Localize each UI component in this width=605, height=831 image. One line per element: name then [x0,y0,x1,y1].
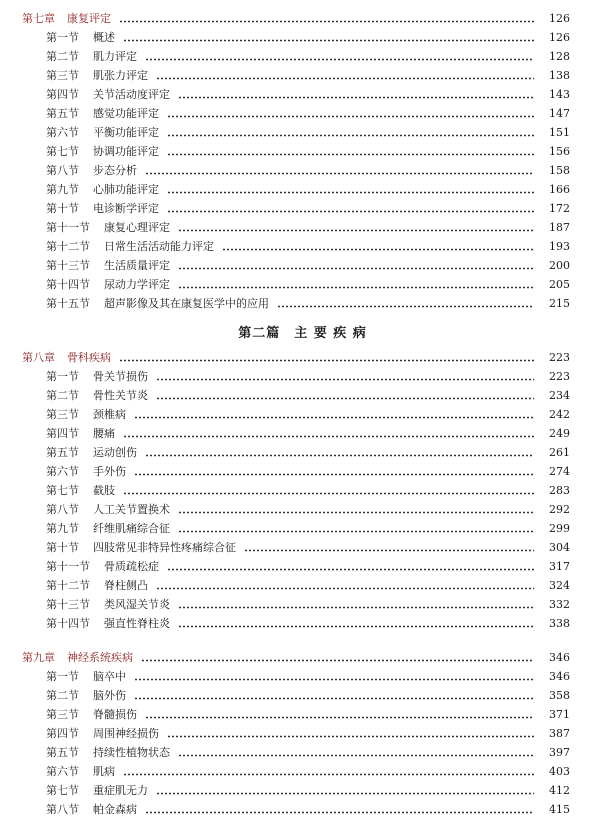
toc-section-entry-title: 尿动力学评定 [104,278,170,291]
toc-section-entry-title: 关节活动度评定 [93,88,170,101]
toc-section-entry-page-number: 415 [549,803,570,816]
toc-section-entry-number: 第八节 [46,803,79,816]
toc-section-entry[interactable] [46,668,570,686]
toc-section-entry[interactable] [46,295,570,313]
toc-section-entry-number: 第七节 [46,145,79,158]
toc-section-entry-title: 肌力评定 [93,50,137,63]
dot-leader [178,744,534,762]
toc-section-entry-page-number: 249 [549,427,570,440]
toc-section-entry-number: 第七节 [46,784,79,797]
dot-leader [167,105,534,123]
toc-section-entry-number: 第三节 [46,708,79,721]
dot-leader [145,162,534,180]
toc-section-entry[interactable] [46,406,570,424]
dot-leader [145,706,534,724]
toc-section-entry-title: 脑外伤 [93,689,126,702]
toc-section-entry[interactable] [46,48,570,66]
toc-section-entry[interactable] [46,763,570,781]
dot-leader [134,668,534,686]
toc-section-entry[interactable] [46,539,570,557]
toc-section-entry-page-number: 205 [549,278,570,291]
dot-leader [222,238,534,256]
toc-section-entry[interactable] [46,687,570,705]
dot-leader [167,143,534,161]
toc-section-entry-title: 帕金森病 [93,803,137,816]
toc-section-entry[interactable] [46,200,570,218]
toc-section-entry-page-number: 223 [549,370,570,383]
toc-section-entry-page-number: 200 [549,259,570,272]
toc-section-entry-page-number: 166 [549,183,570,196]
toc-section-entry[interactable] [46,706,570,724]
dot-leader [156,368,534,386]
toc-section-entry[interactable] [46,444,570,462]
dot-leader [244,539,534,557]
dot-leader [167,558,534,576]
toc-section-entry-page-number: 172 [549,202,570,215]
dot-leader [123,29,534,47]
toc-section-entry-title: 康复心理评定 [104,221,170,234]
toc-section-entry-number: 第五节 [46,746,79,759]
toc-section-entry-page-number: 147 [549,107,570,120]
toc-section-entry[interactable] [46,105,570,123]
toc-section-entry-page-number: 397 [549,746,570,759]
toc-section-entry-number: 第九节 [46,183,79,196]
toc-section-entry-title: 截肢 [93,484,115,497]
toc-section-entry-title: 骨性关节炎 [93,389,148,402]
toc-section-entry[interactable] [46,801,570,819]
dot-leader [119,10,534,28]
chapter-heading-page-number: 223 [549,351,570,364]
toc-section-entry-number: 第六节 [46,765,79,778]
toc-section-entry[interactable] [46,744,570,762]
chapter-heading-number: 第九章 [22,651,55,664]
toc-section-entry[interactable] [46,143,570,161]
toc-section-entry-number: 第七节 [46,484,79,497]
dot-leader [178,219,534,237]
toc-section-entry-title: 四肢常见非特异性疼痛综合征 [93,541,236,554]
toc-section-entry-title: 电诊断学评定 [93,202,159,215]
toc-section-entry-number: 第二节 [46,50,79,63]
toc-section-entry-number: 第九节 [46,522,79,535]
toc-section-entry-title: 概述 [93,31,115,44]
chapter-heading[interactable] [22,349,570,367]
toc-section-entry-number: 第六节 [46,126,79,139]
toc-section-entry-number: 第四节 [46,88,79,101]
dot-leader [134,406,534,424]
toc-section-entry-page-number: 151 [549,126,570,139]
toc-section-entry-page-number: 215 [549,297,570,310]
toc-section-entry-title: 心肺功能评定 [93,183,159,196]
toc-section-entry-page-number: 387 [549,727,570,740]
toc-section-entry-title: 肌病 [93,765,115,778]
toc-section-entry-page-number: 332 [549,598,570,611]
toc-section-entry-title: 纤维肌痛综合征 [93,522,170,535]
chapter-heading-page-number: 126 [549,12,570,25]
toc-section-entry[interactable] [46,162,570,180]
toc-section-entry-title: 脊柱侧凸 [104,579,148,592]
toc-section-entry-page-number: 242 [549,408,570,421]
dot-leader [145,48,534,66]
dot-leader [178,501,534,519]
toc-section-entry[interactable] [46,501,570,519]
dot-leader [178,86,534,104]
toc-section-entry-page-number: 371 [549,708,570,721]
toc-section-entry-page-number: 324 [549,579,570,592]
toc-section-entry-title: 日常生活活动能力评定 [104,240,214,253]
toc-section-entry-number: 第四节 [46,727,79,740]
toc-section-entry-page-number: 158 [549,164,570,177]
dot-leader [156,782,534,800]
toc-section-entry-page-number: 346 [549,670,570,683]
toc-section-entry-title: 类风湿关节炎 [104,598,170,611]
toc-section-entry[interactable] [46,520,570,538]
toc-section-entry[interactable] [46,181,570,199]
toc-section-entry-number: 第十三节 [46,259,90,272]
dot-leader [167,725,534,743]
dot-leader [119,349,534,367]
toc-section-entry-number: 第一节 [46,670,79,683]
chapter-heading-title: 神经系统疾病 [67,651,133,664]
part-heading: 第二篇 主 要 疾 病 [238,326,367,341]
toc-section-entry-title: 脑卒中 [93,670,126,683]
toc-section-entry[interactable] [46,463,570,481]
toc-section-entry-number: 第四节 [46,427,79,440]
dot-leader [141,649,534,667]
toc-section-entry-page-number: 187 [549,221,570,234]
toc-section-entry-number: 第十四节 [46,278,90,291]
toc-section-entry-page-number: 128 [549,50,570,63]
toc-section-entry-page-number: 193 [549,240,570,253]
toc-section-entry-title: 超声影像及其在康复医学中的应用 [104,297,269,310]
dot-leader [145,801,534,819]
chapter-heading-title: 康复评定 [67,12,111,25]
dot-leader [167,181,534,199]
dot-leader [167,200,534,218]
toc-section-entry-page-number: 126 [549,31,570,44]
toc-section-entry-number: 第五节 [46,446,79,459]
toc-section-entry-title: 步态分析 [93,164,137,177]
toc-section-entry[interactable] [46,596,570,614]
toc-section-entry-number: 第十二节 [46,579,90,592]
toc-section-entry-title: 肌张力评定 [93,69,148,82]
dot-leader [277,295,534,313]
toc-section-entry-number: 第三节 [46,69,79,82]
toc-section-entry-number: 第二节 [46,389,79,402]
dot-leader [178,520,534,538]
toc-section-entry[interactable] [46,276,570,294]
dot-leader [156,577,534,595]
toc-section-entry-title: 生活质量评定 [104,259,170,272]
toc-section-entry-page-number: 283 [549,484,570,497]
toc-section-entry[interactable] [46,558,570,576]
toc-section-entry-page-number: 234 [549,389,570,402]
toc-section-entry[interactable] [46,124,570,142]
chapter-heading[interactable] [22,10,570,28]
toc-section-entry-page-number: 338 [549,617,570,630]
toc-section-entry-title: 感觉功能评定 [93,107,159,120]
toc-section-entry[interactable] [46,482,570,500]
chapter-heading-number: 第八章 [22,351,55,364]
toc-section-entry-number: 第十节 [46,202,79,215]
toc-section-entry-title: 平衡功能评定 [93,126,159,139]
dot-leader [156,67,534,85]
toc-section-entry-number: 第十五节 [46,297,90,310]
toc-section-entry-page-number: 304 [549,541,570,554]
toc-section-entry-number: 第十四节 [46,617,90,630]
toc-section-entry-title: 强直性脊柱炎 [104,617,170,630]
toc-section-entry[interactable] [46,368,570,386]
toc-section-entry-page-number: 358 [549,689,570,702]
toc-section-entry-number: 第三节 [46,408,79,421]
toc-section-entry-title: 骨质疏松症 [104,560,159,573]
toc-section-entry-title: 周围神经损伤 [93,727,159,740]
toc-section-entry-number: 第十节 [46,541,79,554]
toc-section-entry-number: 第十三节 [46,598,90,611]
toc-section-entry-title: 骨关节损伤 [93,370,148,383]
toc-section-entry-number: 第十一节 [46,560,90,573]
toc-section-entry[interactable] [46,86,570,104]
toc-section-entry-title: 持续性植物状态 [93,746,170,759]
toc-section-entry-page-number: 261 [549,446,570,459]
dot-leader [178,257,534,275]
toc-section-entry-title: 手外伤 [93,465,126,478]
toc-section-entry-title: 协调功能评定 [93,145,159,158]
toc-section-entry-page-number: 274 [549,465,570,478]
toc-section-entry-number: 第五节 [46,107,79,120]
toc-section-entry-title: 运动创伤 [93,446,137,459]
dot-leader [123,482,534,500]
toc-section-entry-page-number: 138 [549,69,570,82]
toc-section-entry-number: 第一节 [46,370,79,383]
dot-leader [178,596,534,614]
toc-section-entry[interactable] [46,257,570,275]
dot-leader [134,463,534,481]
chapter-heading[interactable] [22,649,570,667]
chapter-heading-page-number: 346 [549,651,570,664]
chapter-heading-number: 第七章 [22,12,55,25]
toc-section-entry-title: 颈椎病 [93,408,126,421]
dot-leader [156,387,534,405]
dot-leader [123,425,534,443]
toc-section-entry[interactable] [46,387,570,405]
toc-section-entry-page-number: 412 [549,784,570,797]
toc-section-entry-page-number: 143 [549,88,570,101]
toc-section-entry-number: 第八节 [46,164,79,177]
toc-section-entry-number: 第二节 [46,689,79,702]
toc-section-entry-page-number: 292 [549,503,570,516]
toc-section-entry-number: 第十二节 [46,240,90,253]
toc-section-entry[interactable] [46,29,570,47]
toc-section-entry-page-number: 156 [549,145,570,158]
toc-section-entry-number: 第六节 [46,465,79,478]
toc-section-entry[interactable] [46,67,570,85]
dot-leader [178,615,534,633]
toc-section-entry-title: 人工关节置换术 [93,503,170,516]
chapter-heading-title: 骨科疾病 [67,351,111,364]
toc-section-entry[interactable] [46,238,570,256]
toc-section-entry-page-number: 317 [549,560,570,573]
toc-section-entry-number: 第一节 [46,31,79,44]
toc-section-entry-title: 腰痛 [93,427,115,440]
dot-leader [167,124,534,142]
toc-section-entry-page-number: 403 [549,765,570,778]
toc-section-entry[interactable] [46,219,570,237]
toc-section-entry-title: 脊髓损伤 [93,708,137,721]
dot-leader [178,276,534,294]
toc-section-entry[interactable] [46,615,570,633]
toc-section-entry-page-number: 299 [549,522,570,535]
toc-section-entry-number: 第十一节 [46,221,90,234]
toc-section-entry[interactable] [46,725,570,743]
dot-leader [145,444,534,462]
dot-leader [134,687,534,705]
toc-section-entry[interactable] [46,425,570,443]
toc-section-entry[interactable] [46,577,570,595]
dot-leader [123,763,534,781]
toc-section-entry-number: 第八节 [46,503,79,516]
toc-section-entry-title: 重症肌无力 [93,784,148,797]
toc-section-entry[interactable] [46,782,570,800]
